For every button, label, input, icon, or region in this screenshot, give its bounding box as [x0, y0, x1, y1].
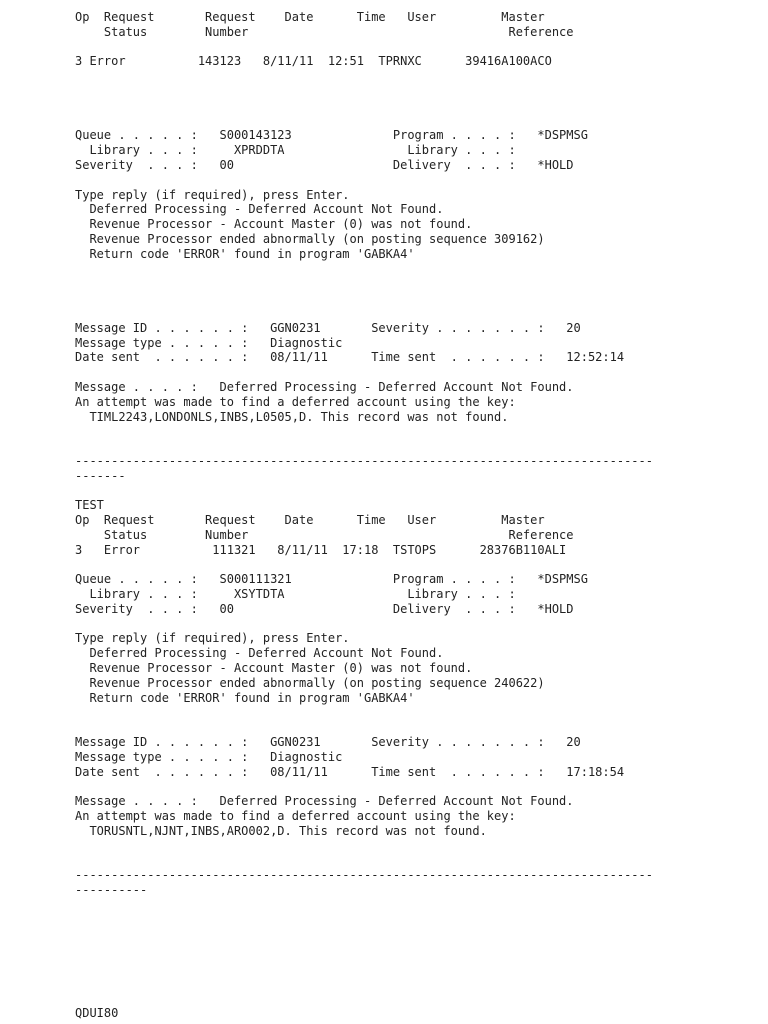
reply-line: Revenue Processor - Account Master (0) was not found.: [75, 661, 473, 676]
spool-document: [75, 10, 755, 898]
severity-line: Severity . . . : 00 Delivery . . . : *HOLD: [75, 157, 574, 172]
reply-line: Return code 'ERROR' found in program 'GABKA4': [75, 690, 415, 705]
table-header-line-2: Status Number Reference: [75, 527, 574, 542]
message-detail-line: TIML2243,LONDONLS,INBS,L0505,D. This record was not found.: [75, 409, 509, 424]
section-label: TEST: [75, 498, 104, 513]
date-sent-line: Date sent . . . . . . : 08/11/11 Time sent . . . . . . : 17:18:54: [75, 764, 625, 779]
separator-line: --------------------------------------------------------------------------------: [75, 453, 653, 468]
table-header-line-2: Status Number Reference: [75, 24, 574, 39]
message-detail-line: An attempt was made to find a deferred account using the key:: [75, 809, 516, 824]
reply-line: Revenue Processor - Account Master (0) was not found.: [75, 217, 473, 232]
separator-line: ----------: [75, 883, 148, 898]
reply-line: Return code 'ERROR' found in program 'GABKA4': [75, 246, 415, 261]
reply-line: Revenue Processor ended abnormally (on posting sequence 240622): [75, 675, 545, 690]
entry-block-1: [75, 10, 755, 484]
severity-line: Severity . . . : 00 Delivery . . . : *HOLD: [75, 601, 574, 616]
table-row: 3 Error 111321 8/11/11 17:18 TSTOPS 28376B110ALI: [75, 542, 567, 557]
table-header-line-1: Op Request Request Date Time User Master: [75, 513, 545, 528]
message-detail-line: TORUSNTL,NJNT,INBS,ARO002,D. This record was not found.: [75, 823, 487, 838]
table-row: 3 Error 143123 8/11/11 12:51 TPRNXC 39416A100ACO: [75, 54, 552, 69]
reply-line: Type reply (if required), press Enter.: [75, 187, 350, 202]
library-line: Library . . . : XSYTDTA Library . . . :: [75, 587, 516, 602]
reply-line: Type reply (if required), press Enter.: [75, 631, 350, 646]
message-detail-line: An attempt was made to find a deferred account using the key:: [75, 394, 516, 409]
queue-line: Queue . . . . . : S000143123 Program . . . . : *DSPMSG: [75, 128, 588, 143]
reply-line: Deferred Processing - Deferred Account Not Found.: [75, 646, 444, 661]
separator-line: --------------------------------------------------------------------------------: [75, 868, 653, 883]
message-id-line: Message ID . . . . . . : GGN0231 Severity . . . . . . . : 20: [75, 735, 581, 750]
library-line: Library . . . : XPRDDTA Library . . . :: [75, 143, 516, 158]
table-header-line-1: Op Request Request Date Time User Master: [75, 10, 545, 24]
message-type-line: Message type . . . . . : Diagnostic: [75, 749, 343, 764]
message-id-line: Message ID . . . . . . : GGN0231 Severity . . . . . . . : 20: [75, 320, 581, 335]
page-footer-id: QDUI80: [75, 1006, 119, 1020]
date-sent-line: Date sent . . . . . . : 08/11/11 Time sent . . . . . . : 12:52:14: [75, 350, 625, 365]
reply-line: Revenue Processor ended abnormally (on posting sequence 309162): [75, 231, 545, 246]
message-detail-line: Message . . . . : Deferred Processing - Deferred Account Not Found.: [75, 794, 574, 809]
queue-line: Queue . . . . . : S000111321 Program . . . . : *DSPMSG: [75, 572, 588, 587]
reply-line: Deferred Processing - Deferred Account Not Found.: [75, 202, 444, 217]
separator-line: -------: [75, 468, 126, 483]
message-type-line: Message type . . . . . : Diagnostic: [75, 335, 343, 350]
message-detail-line: Message . . . . : Deferred Processing - Deferred Account Not Found.: [75, 379, 574, 394]
entry-block-2: [75, 498, 755, 898]
